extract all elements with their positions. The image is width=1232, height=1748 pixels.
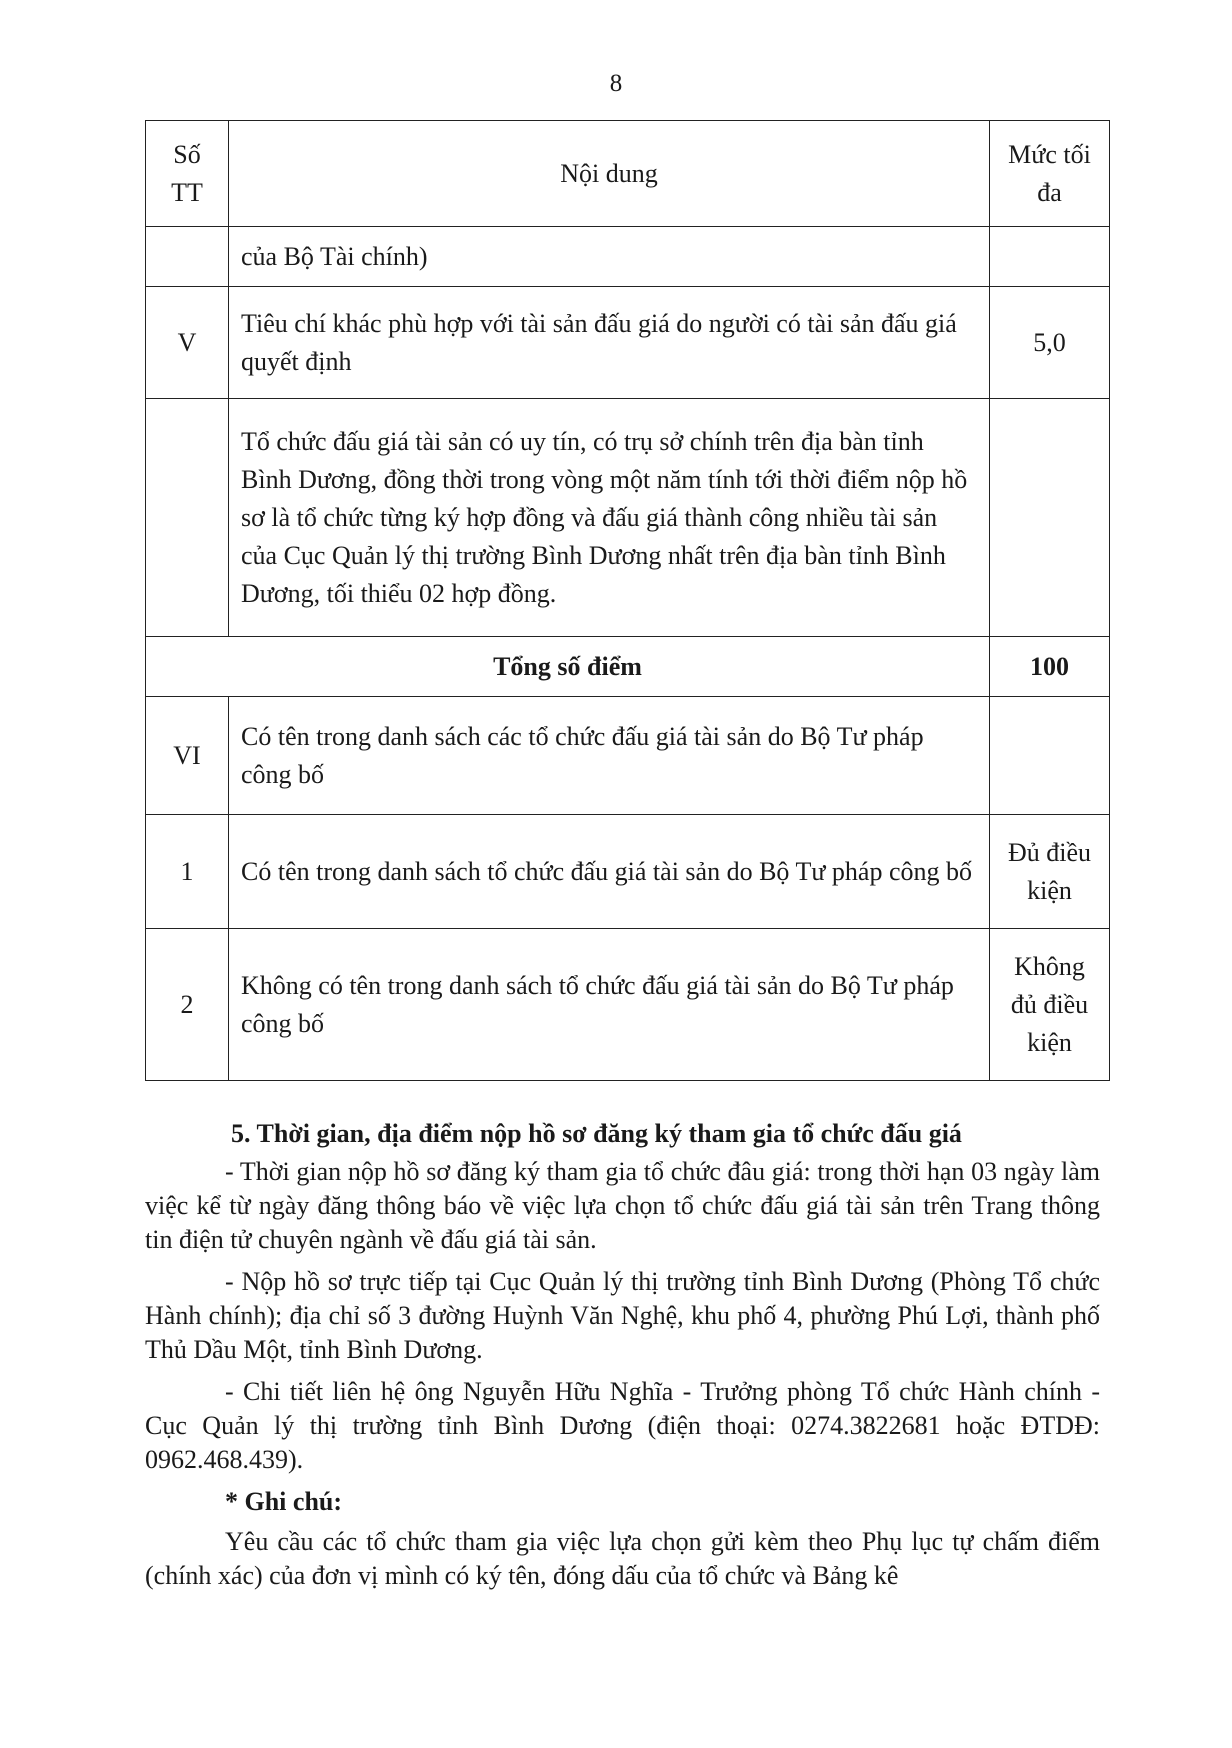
paragraph: - Nộp hồ sơ trực tiếp tại Cục Quản lý thị trường tỉnh Bình Dương (Phòng Tổ chức Hành chính); địa chỉ số 3 đường Huỳnh Văn Nghệ, khu phố 4, phường Phú Lợi, thành phố Thủ Dầu Một, tỉnh Bình Dương. xyxy=(145,1267,1100,1364)
row-no: VI xyxy=(146,697,229,815)
paragraph: - Thời gian nộp hồ sơ đăng ký tham gia tổ chức đâu giá: trong thời hạn 03 ngày làm việc kể từ ngày đăng thông báo về việc lựa chọn tổ chức đấu giá tài sản trên Trang thông tin điện tử chuyên ngành về đấu giá tài sản. xyxy=(145,1157,1100,1254)
row-no: 2 xyxy=(146,929,229,1081)
row-max: 5,0 xyxy=(990,287,1110,399)
section-body xyxy=(145,1117,1100,1601)
paragraph: - Chi tiết liên hệ ông Nguyễn Hữu Nghĩa - Trưởng phòng Tổ chức Hành chính - Cục Quản lý thị trường tỉnh Bình Dương (điện thoại: 0274.3822681 hoặc ĐTDĐ: 0962.468.439). xyxy=(145,1377,1100,1474)
row-no: V xyxy=(146,287,229,399)
row-content: Không có tên trong danh sách tổ chức đấu giá tài sản do Bộ Tư pháp công bố xyxy=(229,929,990,1081)
criteria-table xyxy=(145,120,1110,1081)
row-max xyxy=(990,227,1110,287)
row-max: Đủ điều kiện xyxy=(990,815,1110,929)
row-content: Tổ chức đấu giá tài sản có uy tín, có trụ sở chính trên địa bàn tỉnh Bình Dương, đồng thời trong vòng một năm tính tới thời điểm nộp hồ sơ là tổ chức từng ký hợp đồng và đấu giá thành công nhiều tài sản của Cục Quản lý thị trường Bình Dương nhất trên địa bàn tỉnh Bình Dương, tối thiểu 02 hợp đồng. xyxy=(229,399,990,637)
row-max xyxy=(990,399,1110,637)
row-content: Tiêu chí khác phù hợp với tài sản đấu giá do người có tài sản đấu giá quyết định xyxy=(229,287,990,399)
row-no xyxy=(146,227,229,287)
page-number: 8 xyxy=(609,70,623,97)
table-row xyxy=(146,227,1110,287)
table-row xyxy=(146,399,1110,637)
header-max: Mức tối đa xyxy=(990,121,1110,227)
total-label: Tổng số điểm xyxy=(146,637,990,697)
total-row xyxy=(146,637,1110,697)
total-value: 100 xyxy=(990,637,1110,697)
table-row xyxy=(146,697,1110,815)
table-row xyxy=(146,929,1110,1081)
row-content: Có tên trong danh sách tổ chức đấu giá tài sản do Bộ Tư pháp công bố xyxy=(229,815,990,929)
row-content: Có tên trong danh sách các tổ chức đấu giá tài sản do Bộ Tư pháp công bố xyxy=(229,697,990,815)
table-row xyxy=(146,815,1110,929)
table-header-row xyxy=(146,121,1110,227)
note-heading: * Ghi chú: xyxy=(225,1487,343,1516)
section-heading: 5. Thời gian, địa điểm nộp hồ sơ đăng ký tham gia tổ chức đấu giá xyxy=(231,1119,962,1148)
header-content: Nội dung xyxy=(229,121,990,227)
note-text: Yêu cầu các tổ chức tham gia việc lựa chọn gửi kèm theo Phụ lục tự chấm điểm (chính xác) của đơn vị mình có ký tên, đóng dấu của tổ chức và Bảng kê xyxy=(145,1527,1100,1590)
table-row xyxy=(146,287,1110,399)
row-max: Không đủ điều kiện xyxy=(990,929,1110,1081)
row-content: của Bộ Tài chính) xyxy=(229,227,990,287)
header-no: Số TT xyxy=(146,121,229,227)
row-no xyxy=(146,399,229,637)
row-no: 1 xyxy=(146,815,229,929)
row-max xyxy=(990,697,1110,815)
